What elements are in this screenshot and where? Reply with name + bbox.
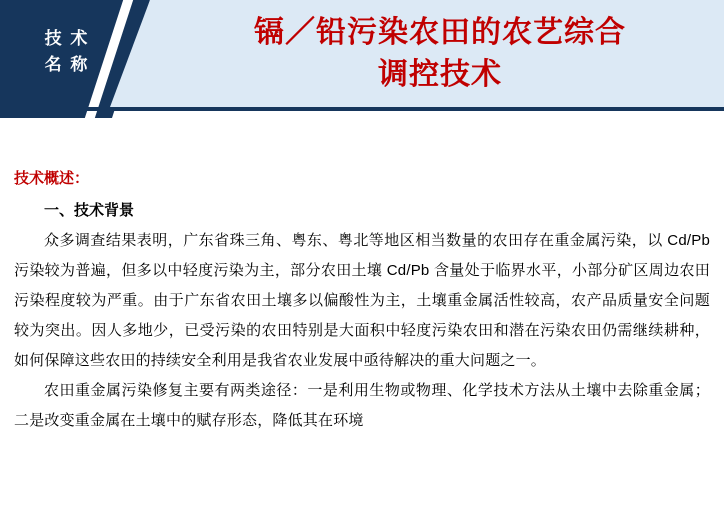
document-title-line2: 调控技术 [378,58,502,91]
header-tag-label-line2: 名 称 [44,55,90,74]
paragraph-2: 农田重金属污染修复主要有两类途径：一是利用生物或物理、化学技术方法从土壤中去除重金属；二是改变重金属在土壤中的赋存形态，降低其在环境 [14,382,710,429]
header-tag-label [28,26,106,78]
section-heading: 技术概述： [14,170,90,187]
header-tag-label-line1: 技 术 [44,29,90,48]
header-bottom-rule [0,107,724,111]
document-body [0,166,724,436]
document-title [170,12,710,96]
document-title-line1: 镉／铅污染农田的农艺综合 [254,16,626,49]
subheading-background: 一、技术背景 [44,202,135,219]
document-header [0,0,724,118]
paragraph-1: 众多调查结果表明，广东省珠三角、粤东、粤北等地区相当数量的农田存在重金属污染，以 Cd/Pb 污染较为普遍，但多以中轻度污染为主，部分农田土壤 Cd/Pb 含量处于临界水平，小部分矿区周边农田污染程度较为严重。由于广东省农田土壤多以偏酸性为主，土壤重金属活性较高，农产品质量安全问题较为突出。因人多地少，已受污染的农田特别是大面积中轻度污染农田和潜在污染农田仍需继续耕种，如何保障这些农田的持续安全利用是我省农业发展中亟待解决的重大问题之一。 [14,232,710,369]
